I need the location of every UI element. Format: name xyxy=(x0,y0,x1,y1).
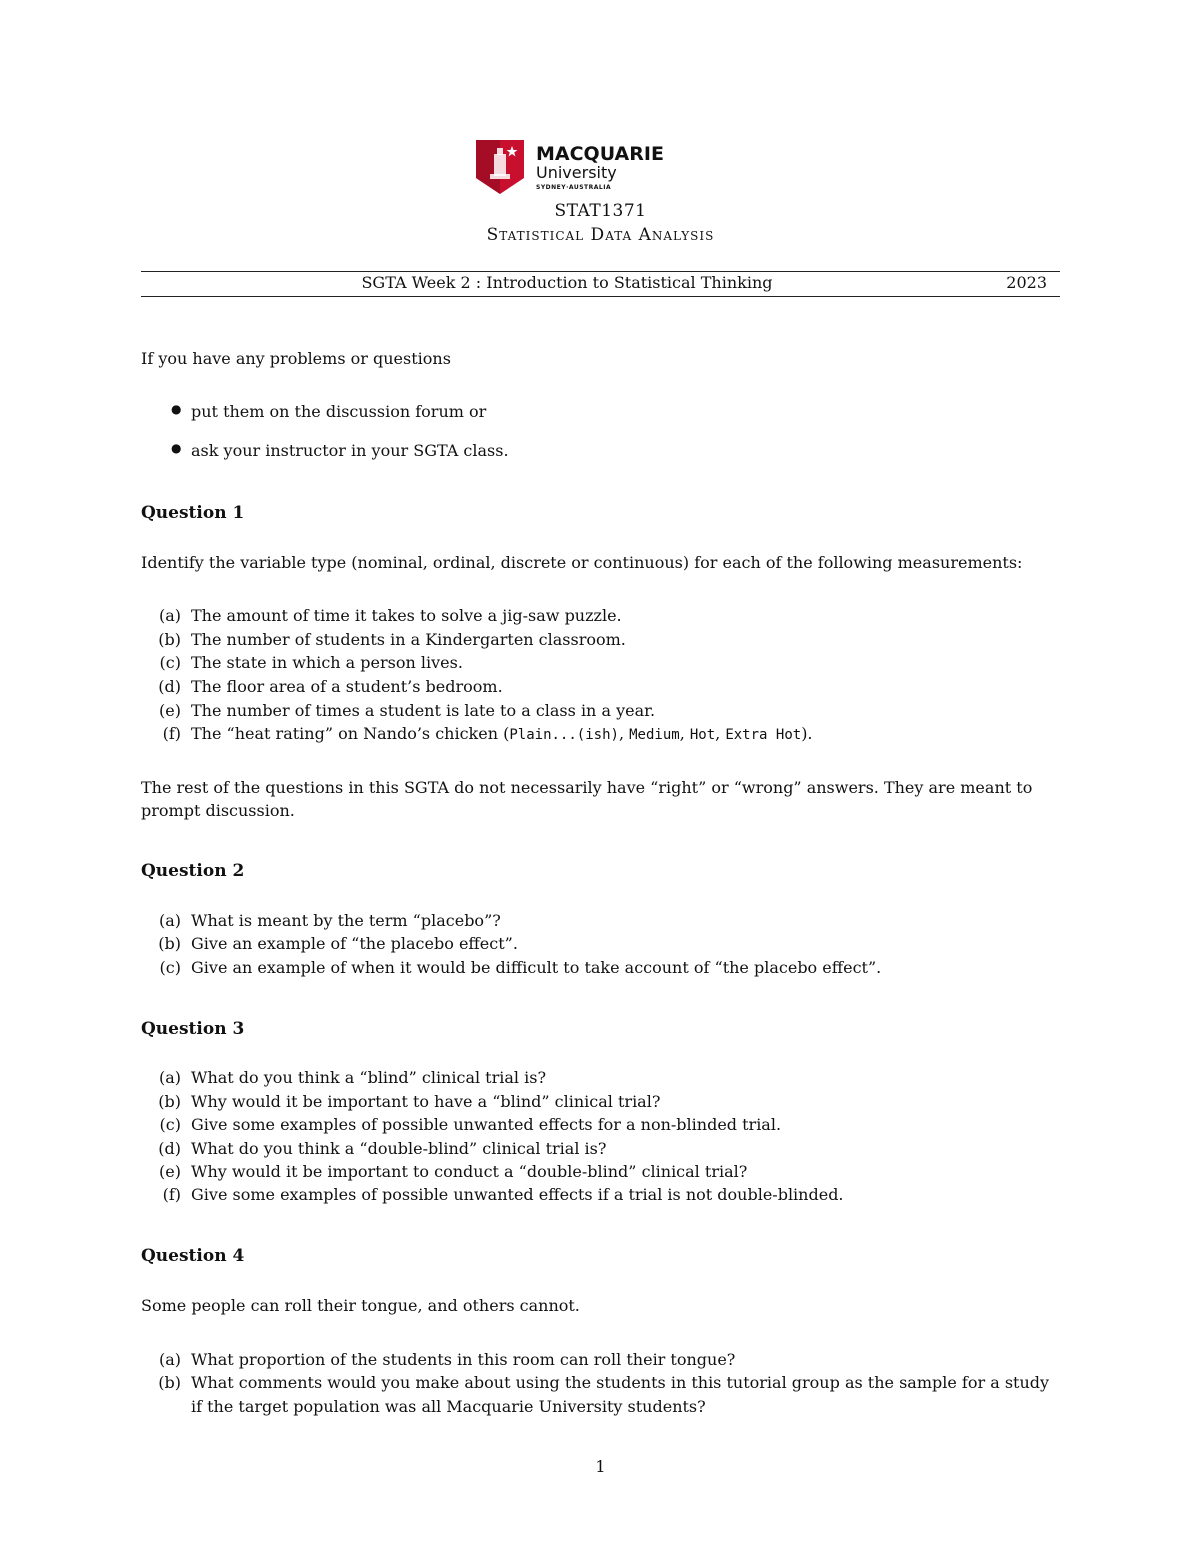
item-label: (e) xyxy=(159,1162,181,1181)
bullet-icon: ● xyxy=(171,441,182,455)
logo-subtitle: University xyxy=(536,163,617,182)
item-label: (d) xyxy=(158,1139,181,1158)
question-4-heading: Question 4 xyxy=(141,1246,245,1266)
item-label: (b) xyxy=(158,1373,181,1392)
bullet-text: ask your instructor in your SGTA class. xyxy=(191,441,509,460)
page-number: 1 xyxy=(595,1457,606,1476)
item-text: What do you think a “blind” clinical trial is? xyxy=(191,1068,547,1087)
course-code: STAT1371 xyxy=(554,201,647,221)
item-label: (a) xyxy=(158,606,181,625)
item-label: (b) xyxy=(158,1092,181,1111)
item-text: The state in which a person lives. xyxy=(191,653,463,672)
discussion-note: The rest of the questions in this SGTA do not necessarily have “right” or “wrong” answers. They are meant to prompt discussion. xyxy=(141,778,1033,820)
heat-rating-code: Extra Hot xyxy=(725,727,802,743)
item-text: Give some examples of possible unwanted effects for a non-blinded trial. xyxy=(191,1115,782,1134)
item-label: (b) xyxy=(158,934,181,953)
item-text: What do you think a “double-blind” clinical trial is? xyxy=(191,1139,607,1158)
item-text: The floor area of a student’s bedroom. xyxy=(191,677,503,696)
heat-rating-code: Hot xyxy=(689,727,716,743)
item-label: (a) xyxy=(158,911,181,930)
heat-rating-code: Plain...(ish) xyxy=(509,727,619,743)
item-label: (c) xyxy=(159,653,181,672)
item-text: Give an example of “the placebo effect”. xyxy=(191,934,518,953)
header-top-rule xyxy=(141,271,1060,272)
question-4-prompt: Some people can roll their tongue, and others cannot. xyxy=(141,1296,580,1315)
bullet-icon: ● xyxy=(171,402,182,416)
item-text xyxy=(191,722,1060,748)
item-text-part: ). xyxy=(801,724,813,743)
item-label: (c) xyxy=(159,1115,181,1134)
separator: , xyxy=(715,724,726,743)
item-text: Give an example of when it would be difficult to take account of “the placebo effect”. xyxy=(191,958,882,977)
university-logo xyxy=(476,140,676,196)
logo-tagline: SYDNEY·AUSTRALIA xyxy=(536,184,612,191)
bullet-text: put them on the discussion forum or xyxy=(191,402,487,421)
heat-rating-code: Medium xyxy=(629,727,680,743)
item-label: (d) xyxy=(158,677,181,696)
item-label: (f) xyxy=(162,724,181,743)
sheet-year: 2023 xyxy=(1006,273,1047,292)
item-text: The number of times a student is late to a class in a year. xyxy=(191,701,656,720)
item-text: What is meant by the term “placebo”? xyxy=(191,911,501,930)
separator: , xyxy=(679,724,690,743)
document-page xyxy=(141,0,1060,1553)
item-text: What comments would you make about using the students in this tutorial group as the sample for a study if the target population was all Macquarie University students? xyxy=(191,1373,1050,1416)
item-text: Why would it be important to conduct a “double-blind” clinical trial? xyxy=(191,1162,748,1181)
logo-wordmark: MACQUARIE xyxy=(536,143,664,165)
item-label: (b) xyxy=(158,630,181,649)
item-label: (e) xyxy=(159,701,181,720)
intro-text: If you have any problems or questions xyxy=(141,349,451,368)
header-bottom-rule xyxy=(141,296,1060,297)
item-label: (a) xyxy=(158,1350,181,1369)
item-text: The amount of time it takes to solve a jig-saw puzzle. xyxy=(191,606,622,625)
question-2-heading: Question 2 xyxy=(141,861,245,881)
item-label: (f) xyxy=(162,1185,181,1204)
sheet-title: SGTA Week 2 : Introduction to Statistical Thinking xyxy=(361,273,773,292)
shield-icon xyxy=(476,140,524,194)
item-text: Give some examples of possible unwanted effects if a trial is not double-blinded. xyxy=(191,1185,844,1204)
item-label: (c) xyxy=(159,958,181,977)
item-text: The number of students in a Kindergarten classroom. xyxy=(191,630,626,649)
item-text: What proportion of the students in this room can roll their tongue? xyxy=(191,1350,736,1369)
item-label: (a) xyxy=(158,1068,181,1087)
question-3-heading: Question 3 xyxy=(141,1019,245,1039)
item-text: Why would it be important to have a “blind” clinical trial? xyxy=(191,1092,661,1111)
question-1-heading: Question 1 xyxy=(141,503,245,523)
separator: , xyxy=(618,724,630,743)
item-text-part: The “heat rating” on Nando’s chicken ( xyxy=(191,724,510,743)
course-title: Statistical Data Analysis xyxy=(486,225,715,245)
question-1-prompt: Identify the variable type (nominal, ordinal, discrete or continuous) for each of the following measurements: xyxy=(141,553,1023,572)
